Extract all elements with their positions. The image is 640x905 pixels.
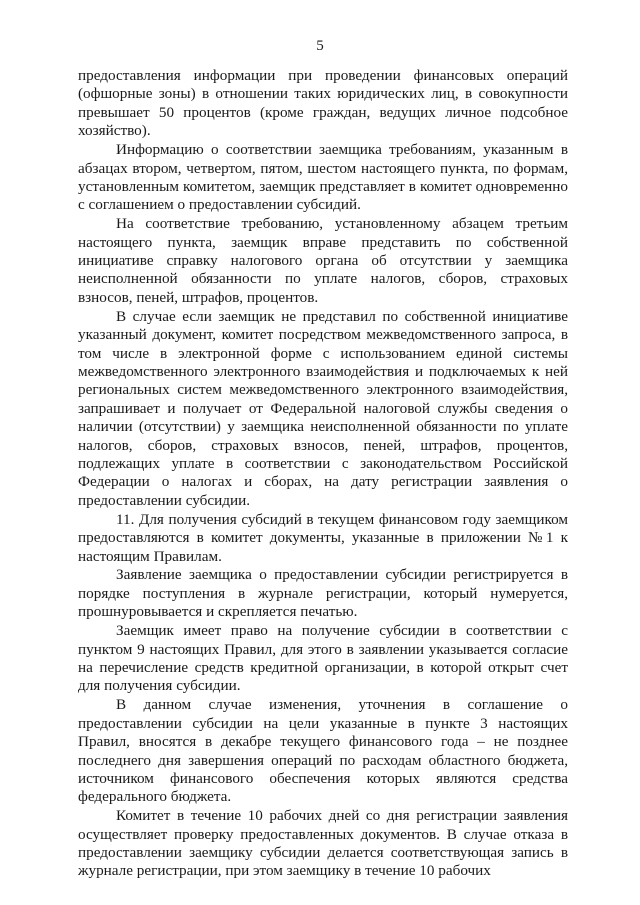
paragraph-document-check: Комитет в течение 10 рабочих дней со дня регистрации заявления осуществляет проверку предоставленных документов. В случае отказа в предоставлении заемщику субсидии делается соответствующая запись в журнале регистрации, при этом заемщику в течение 10 рабочих — [78, 807, 568, 880]
paragraph-agreement-changes: В данном случае изменения, уточнения в соглашение о предоставлении субсидии на цели указанные в пункте 3 настоящих Правил, вносятся в декабре текущего финансового года – не позднее последнего дня завершения операций по расходам областного бюджета, источником финансового обеспечения которых являются средства федерального бюджета. — [78, 696, 568, 806]
paragraph-interagency-request: В случае если заемщик не представил по собственной инициативе указанный документ, комитет посредством межведомственного запроса, в том числе в электронной форме с использованием единой системы межведомственного электронного взаимодействия и подключаемых к ней региональных систем межведомственного электронного взаимодействия, запрашивает и получает от Федеральной налоговой службы сведения о наличии (отсутствии) у заемщика неисполненной обязанности по уплате налогов, сборов, страховых взносов, пеней, штрафов, процентов, подлежащих уплате в соответствии с законодательством Российской Федерации о налогах и сборах, на дату регистрации заявления о предоставлении субсидии. — [78, 307, 568, 509]
paragraph-subsidy-right: Заемщик имеет право на получение субсидии в соответствии с пунктом 9 настоящих Правил, для этого в заявлении указывается согласие на перечисление средств кредитной организации, в которой открыт счет для получения субсидии. — [78, 622, 568, 695]
paragraph-compliance-info: Информацию о соответствии заемщика требованиям, указанным в абзацах втором, четвертом, пятом, шестом настоящего пункта, по формам, установленным комитетом, заемщик представляет в комитет одновременно с соглашением о предоставлении субсидий. — [78, 141, 568, 214]
paragraph-tax-certificate: На соответствие требованию, установленному абзацем третьим настоящего пункта, заемщик вправе представить по собственной инициативе справку налогового органа об отсутствии у заемщика неисполненной обязанности по уплате налогов, сборов, страховых взносов, пеней, штрафов, процентов. — [78, 215, 568, 306]
paragraph-item-11: 11. Для получения субсидий в текущем финансовом году заемщиком предоставляются в комитет документы, указанные в приложении №1 к настоящим Правилам. — [78, 510, 568, 565]
paragraph-application-registration: Заявление заемщика о предоставлении субсидии регистрируется в порядке поступления в журнале регистрации, который нумеруется, прошнуровывается и скрепляется печатью. — [78, 566, 568, 621]
paragraph-continuation: предоставления информации при проведении финансовых операций (офшорные зоны) в отношении таких юридических лиц, в совокупности превышает 50 процентов (кроме граждан, ведущих личное подсобное хозяйство). — [78, 67, 568, 140]
page-number: 5 — [316, 38, 324, 54]
document-body — [78, 67, 568, 881]
